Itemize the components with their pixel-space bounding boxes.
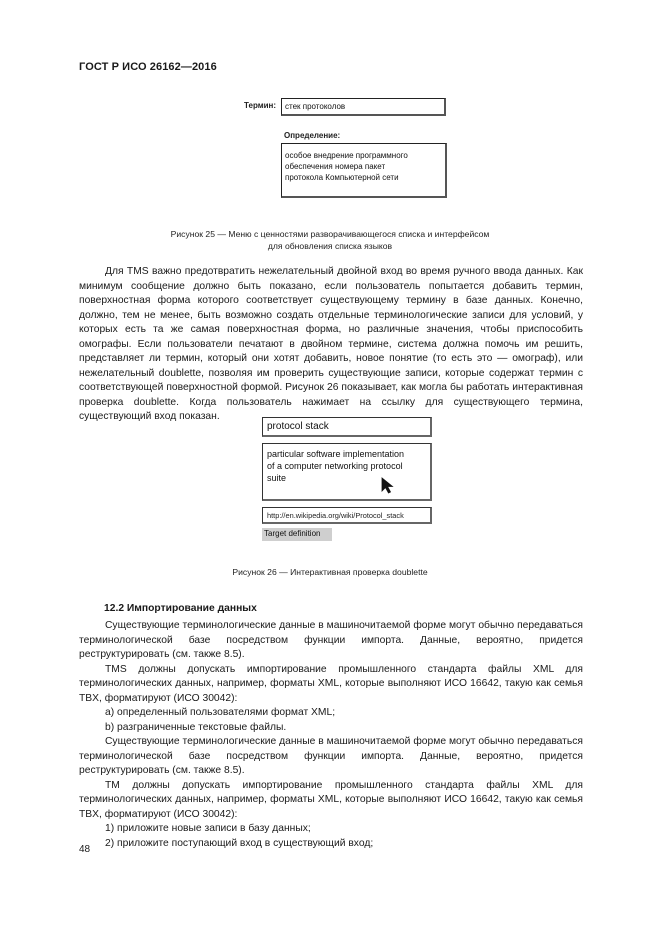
figure25-term-label: Термин: bbox=[244, 101, 277, 110]
figure26-definition-line: particular software implementation bbox=[267, 449, 405, 459]
figure25-definition-field[interactable] bbox=[281, 143, 447, 198]
section-paragraph-4: TM должны допускать импортирование промышленного стандарта файлы XML для терминологических данных, например, форматы XML, которые выполняют ИСО 16642, такую как семья TBX, форматируют (ИСО 30042): bbox=[79, 779, 583, 820]
figure26-caption: Рисунок 26 — Интерактивная проверка doublette bbox=[232, 567, 428, 577]
section-paragraph-1: Существующие терминологические данные в машиночитаемой форме могут обычно передаваться терминологической базе посредством функции импорта. Данные, вероятно, придется реструктурировать (см. также 8.5). bbox=[79, 620, 583, 660]
section-paragraph-2: TMS должны допускать импортирование промышленного стандарта файлы XML для терминологических данных, например, форматы XML, которые выполняют ИСО 16642, такую как семья TBX, форматируют (ИСО 30042): bbox=[79, 663, 583, 704]
figure25-definition-line: обеспечения номера пакет bbox=[285, 162, 386, 171]
body-paragraph: Для TMS важно предотвратить нежелательный двойной вход во время ручного ввода данных. Как минимум сообщение должно быть показано, если пользователь попытается добавить термин, поверхностная форма которого соответствует существующему термину в базе данных. Конечно, должно, тем не менее, быть возможно создать отдельные терминологические записи для условий, у которых есть та же самая поверхностная форма, но различные значения, чтобы приспособить омографы. Если пользователи печатают в двойном термине, система должна помочь им решить, представляет ли термин, который они хотят добавить, новое понятие (то есть это — омограф), или нежелательный doublette, позволяя им проверить существующие записи, которые содержат термин с соответствующей поверхностной формой. Рисунок 26 показывает, как могла бы работать интерактивная проверка doublette. Когда пользователь нажимает на ссылку для существующего термина, существующий вход показан. bbox=[79, 266, 583, 422]
document-header: ГОСТ Р ИСО 26162—2016 bbox=[79, 61, 217, 73]
figure25-term-field[interactable]: стек протоколов bbox=[281, 98, 446, 116]
section-body bbox=[79, 619, 583, 851]
figure25-caption-line2: для обновления списка языков bbox=[267, 241, 393, 251]
page-number: 48 bbox=[79, 844, 91, 855]
figure25-caption-line1: Рисунок 25 — Меню с ценностями разворачивающегося списка и интерфейсом bbox=[170, 229, 490, 239]
body-paragraph-block bbox=[79, 265, 583, 425]
figure26-link-field[interactable]: http://en.wikipedia.org/wiki/Protocol_stack bbox=[262, 507, 432, 524]
list-item-2: 2) приложите поступающий вход в существующий вход; bbox=[105, 837, 374, 849]
figure26-definition-line: suite bbox=[267, 473, 287, 483]
target-definition-button[interactable]: Target definition bbox=[262, 528, 332, 541]
figure25-definition-label: Определение: bbox=[284, 131, 341, 140]
figure25-definition-line: протокола Компьютерной сети bbox=[285, 173, 399, 182]
list-item-b: b) разграниченные текстовые файлы. bbox=[105, 721, 287, 733]
figure26-definition-line: of a computer networking protocol bbox=[267, 461, 403, 471]
mouse-pointer-icon bbox=[381, 477, 395, 494]
figure26-definition-field[interactable] bbox=[262, 443, 432, 501]
section-title: 12.2 Импортирование данных bbox=[104, 603, 257, 614]
figure26-term-field[interactable]: protocol stack bbox=[262, 417, 432, 437]
list-item-1: 1) приложите новые записи в базу данных; bbox=[105, 823, 311, 834]
figure25-definition-line: особое внедрение программного bbox=[285, 151, 408, 160]
section-paragraph-3: Существующие терминологические данные в машиночитаемой форме могут обычно передаваться терминологической базе посредством функции импорта. Данные, вероятно, придется реструктурировать (см. также 8.5). bbox=[79, 736, 583, 776]
figure25-caption bbox=[100, 228, 560, 252]
list-item-a: a) определенный пользователями формат XML; bbox=[105, 707, 336, 718]
